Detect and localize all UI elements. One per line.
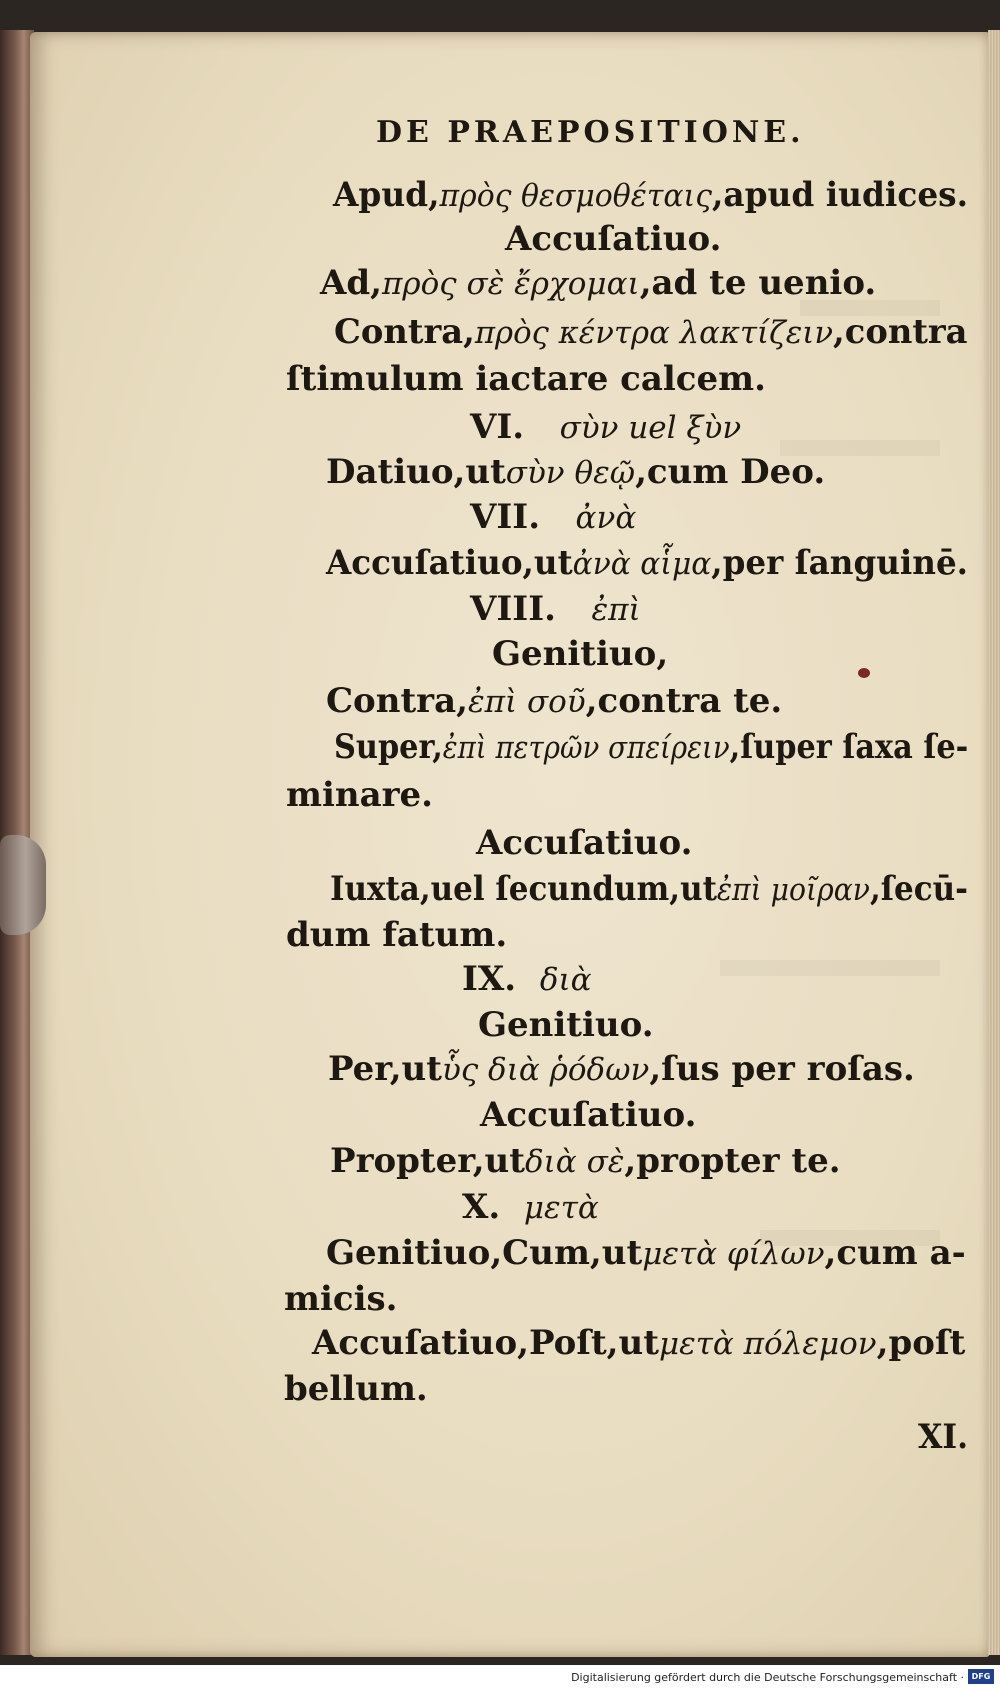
ink-spot [858,668,870,678]
greek-text: πρὸς σὲ ἔρχομαι [382,266,640,302]
section-number [470,407,742,447]
greek-text: μετὰ [523,1190,599,1226]
roman-numeral: IX. [462,959,517,999]
latin-text: Iuxta,uel ſecundum,ut [330,869,717,909]
text-line [326,543,969,583]
text-line: bellum. [284,1369,428,1409]
roman-numeral: VII. [470,497,541,537]
latin-text: ,contra te. [585,681,783,721]
greek-text: ὗς διὰ ῥόδων [442,1052,650,1088]
roman-numeral: VI. [470,407,525,447]
text-line: dum fatum. [286,915,508,955]
latin-text: Super, [334,727,443,767]
greek-text: μετὰ πόλεμον [658,1326,877,1362]
text-line [334,727,969,767]
greek-text: ἀνὰ αἷμα [572,546,712,582]
case-heading: Genitiuo, [492,634,669,674]
latin-text: ,contra [833,312,968,352]
bleed-through-mark [720,960,940,976]
latin-text: Contra, [334,312,475,352]
greek-text: ἐπὶ πετρῶν σπείρειν [442,730,730,766]
greek-text: διὰ [539,962,592,998]
footer-credit: Digitalisierung gefördert durch die Deutsche Forschungsgemeinschaft · [571,1671,964,1684]
greek-text: διὰ σὲ [524,1144,625,1180]
latin-text: Contra, [326,681,468,721]
greek-text: σὺν uel ξὺν [559,410,742,446]
greek-text: μετὰ φίλων [642,1236,825,1272]
greek-text: ἐπὶ [591,592,641,628]
footer-bar [0,1665,1000,1690]
roman-numeral: VIII. [470,589,556,629]
case-heading: Accuſatiuo. [505,219,722,259]
roman-numeral: X. [462,1187,501,1227]
text-line [326,681,783,721]
latin-text: ,poſt [876,1323,966,1363]
latin-text: ,per ſanguinē. [711,543,969,583]
latin-text: ,propter te. [624,1141,841,1181]
text-line [320,263,877,303]
latin-text: Genitiuo,Cum,ut [326,1233,643,1273]
greek-text: σὺν θεῷ [505,455,636,491]
text-line: micis. [284,1279,398,1319]
text-line [330,869,969,909]
book-clasp [0,835,46,935]
latin-text: Datiuo,ut [326,452,506,492]
greek-text: ἐπὶ σοῦ [467,684,586,720]
text-line [334,312,968,352]
text-line [312,1323,966,1363]
latin-text: Propter,ut [330,1141,525,1181]
case-heading: Genitiuo. [478,1005,654,1045]
page-heading: DE PRAEPOSITIONE. [376,115,805,150]
page-edges [988,30,1000,1655]
case-heading: Accuſatiuo. [476,823,693,863]
latin-text: ,ſuper ſaxa ſe- [729,727,969,767]
text-line: minare. [286,775,434,815]
section-number [462,1187,599,1227]
latin-text: ,cum Deo. [635,452,826,492]
text-line [326,1233,966,1273]
latin-text: ,cum a- [824,1233,966,1273]
section-number [470,497,637,537]
catchword: XI. [918,1417,969,1457]
greek-text: πρὸς θεσμοθέταις [439,178,712,214]
latin-text: Accuſatiuo,Poſt,ut [312,1323,659,1363]
latin-text: ,ſecū- [869,869,969,909]
text-line [328,1049,915,1089]
latin-text: Per,ut [328,1049,442,1089]
latin-text: ,ad te uenio. [639,263,877,303]
text-line: ſtimulum iactare calcem. [286,359,766,399]
dfg-logo: DFG [968,1669,994,1684]
section-number [470,589,641,629]
text-line [330,1141,841,1181]
case-heading: Accuſatiuo. [480,1095,697,1135]
latin-text: Apud, [333,175,440,215]
latin-text: ,ſus per roſas. [649,1049,915,1089]
section-number [462,959,592,999]
latin-text: ,apud iudices. [711,175,969,215]
latin-text: Ad, [320,263,382,303]
text-line [333,175,969,215]
greek-text: ἐπὶ μοῖραν [716,872,870,908]
text-line [326,452,826,492]
greek-text: ἀνὰ [575,500,637,536]
latin-text: Accuſatiuo,ut [326,543,573,583]
greek-text: πρὸς κέντρα λακτίζειν [474,315,834,351]
